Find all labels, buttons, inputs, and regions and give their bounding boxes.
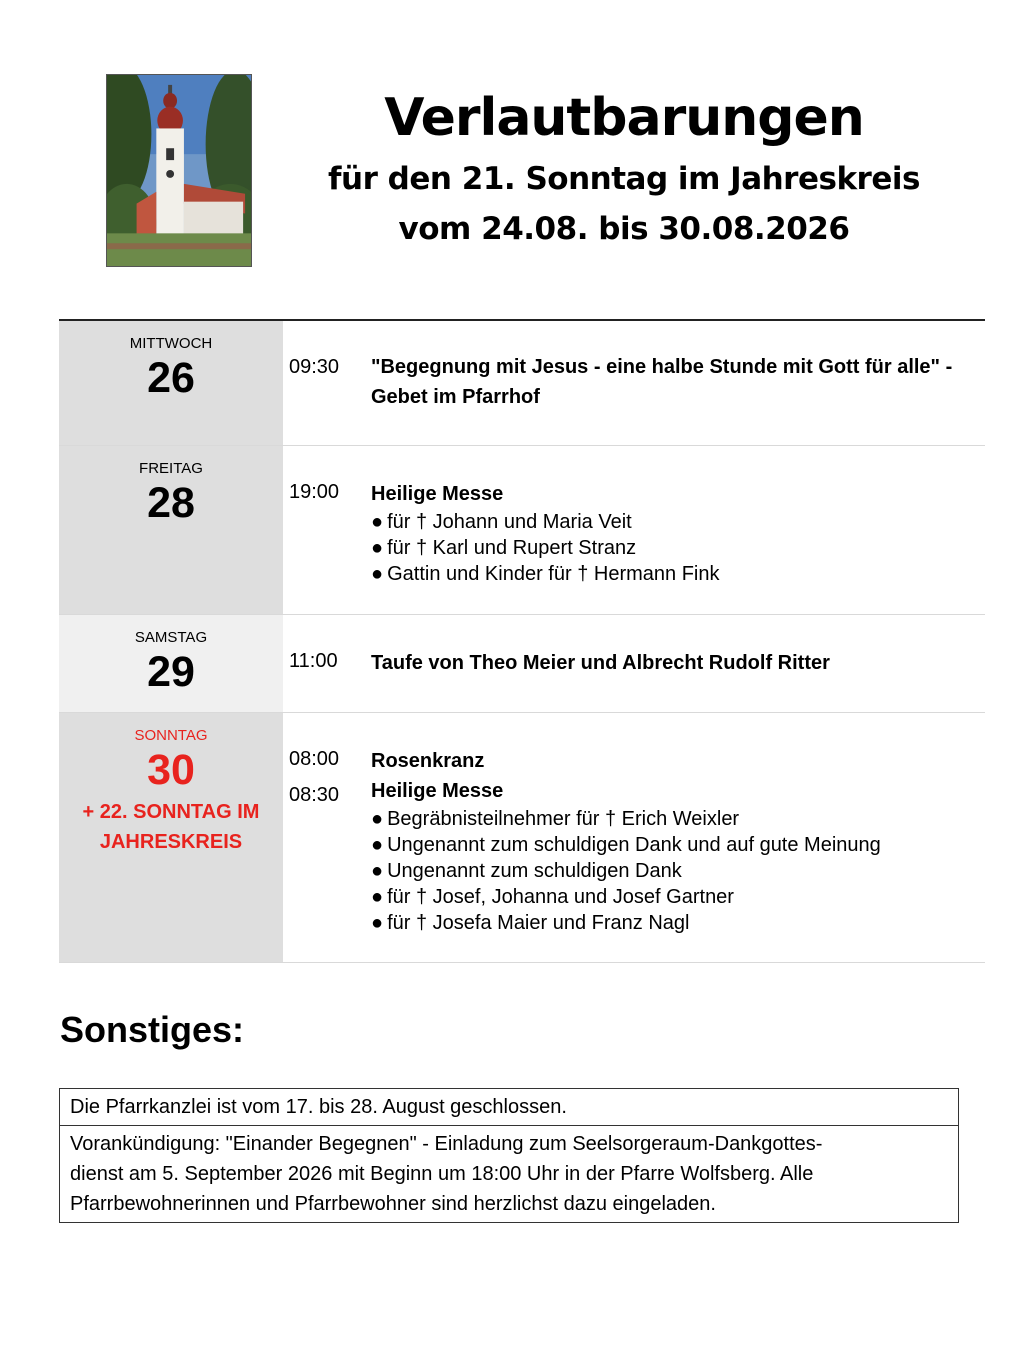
event-column (371, 713, 985, 962)
event-time: 08:00 (289, 748, 340, 770)
event-column (371, 321, 985, 445)
note-closure (60, 1089, 958, 1125)
event-column (371, 615, 985, 712)
day-name: SAMSTAG (134, 629, 208, 646)
day-name: MITTWOCH (129, 335, 213, 352)
event-title: "Begegnung mit Jesus - eine halbe Stunde mit Gott für alle" - Gebet im Pfarrhof (371, 356, 953, 408)
feast-note-line: + 22. SONNTAG IM (82, 801, 260, 823)
list-item (371, 832, 985, 858)
event-title: Heilige Messe (371, 780, 504, 802)
schedule-row (59, 713, 985, 963)
time-column (283, 713, 371, 962)
list-item (371, 806, 985, 832)
list-item-text: für † Josef, Johanna und Josef Gartner (387, 886, 734, 908)
feast-note-line: JAHRESKREIS (99, 831, 243, 853)
schedule-row (59, 615, 985, 713)
bullet-icon: ● (371, 860, 384, 882)
time-column (283, 446, 371, 614)
subtitle-sunday: für den 21. Sonntag im Jahreskreis (328, 161, 920, 197)
event-title: Heilige Messe (371, 483, 504, 505)
event-title: Taufe von Theo Meier und Albrecht Rudolf Ritter (371, 652, 830, 674)
list-item-text: Begräbnisteilnehmer für † Erich Weixler (387, 808, 740, 830)
event-time: 11:00 (289, 650, 338, 672)
schedule-table (59, 319, 985, 963)
time-column (283, 615, 371, 712)
day-number: 30 (147, 746, 195, 794)
church-photo (106, 74, 252, 267)
list-item (371, 910, 985, 936)
event-time: 19:00 (289, 481, 340, 503)
list-item-text: Ungenannt zum schuldigen Dank (387, 860, 682, 882)
day-name: FREITAG (139, 460, 203, 477)
bullet-icon: ● (371, 808, 384, 830)
day-number: 29 (147, 648, 195, 696)
schedule-row (59, 321, 985, 446)
subtitle-date-range: vom 24.08. bis 30.08.2026 (398, 211, 850, 247)
list-item-text: für † Josefa Maier und Franz Nagl (387, 912, 690, 934)
list-item-text: für † Karl und Rupert Stranz (387, 537, 637, 559)
note-text: Die Pfarrkanzlei ist vom 17. bis 28. August geschlossen. (70, 1096, 567, 1118)
day-number: 26 (147, 354, 195, 402)
list-item-text: Gattin und Kinder für † Hermann Fink (387, 563, 720, 585)
bullet-icon: ● (371, 511, 384, 533)
list-item (371, 884, 985, 910)
note-line: Vorankündigung: "Einander Begegnen" - Einladung zum Seelsorgeraum-Dankgottes- (70, 1133, 823, 1155)
notes-box (59, 1088, 959, 1223)
title-block (290, 82, 958, 254)
list-item (371, 561, 985, 587)
event-column (371, 446, 985, 614)
time-column (283, 321, 371, 445)
day-cell (59, 713, 283, 962)
bullet-icon: ● (371, 537, 384, 559)
bullet-icon: ● (371, 563, 384, 585)
list-item (371, 535, 985, 561)
list-item (371, 509, 985, 535)
event-time: 08:30 (289, 784, 340, 806)
bullet-icon: ● (371, 834, 384, 856)
event-time: 09:30 (289, 356, 340, 378)
list-item-text: für † Johann und Maria Veit (387, 511, 632, 533)
day-number: 28 (147, 479, 195, 527)
note-line: dienst am 5. September 2026 mit Beginn um 18:00 Uhr in der Pfarre Wolfsberg. Alle (70, 1163, 814, 1185)
page-title: Verlautbarungen (384, 88, 864, 148)
list-item (371, 858, 985, 884)
note-announcement (60, 1125, 958, 1222)
day-cell (59, 446, 283, 614)
day-cell (59, 321, 283, 445)
feast-note (59, 797, 283, 857)
day-name: SONNTAG (134, 727, 208, 744)
event-title: Rosenkranz (371, 750, 485, 772)
other-heading: Sonstiges: (60, 1009, 245, 1050)
note-line: Pfarrbewohnerinnen und Pfarrbewohner sind herzlichst dazu eingeladen. (70, 1193, 716, 1215)
list-item-text: Ungenannt zum schuldigen Dank und auf gute Meinung (387, 834, 881, 856)
schedule-row (59, 446, 985, 615)
bullet-icon: ● (371, 886, 384, 908)
day-cell (59, 615, 283, 712)
bullet-icon: ● (371, 912, 384, 934)
